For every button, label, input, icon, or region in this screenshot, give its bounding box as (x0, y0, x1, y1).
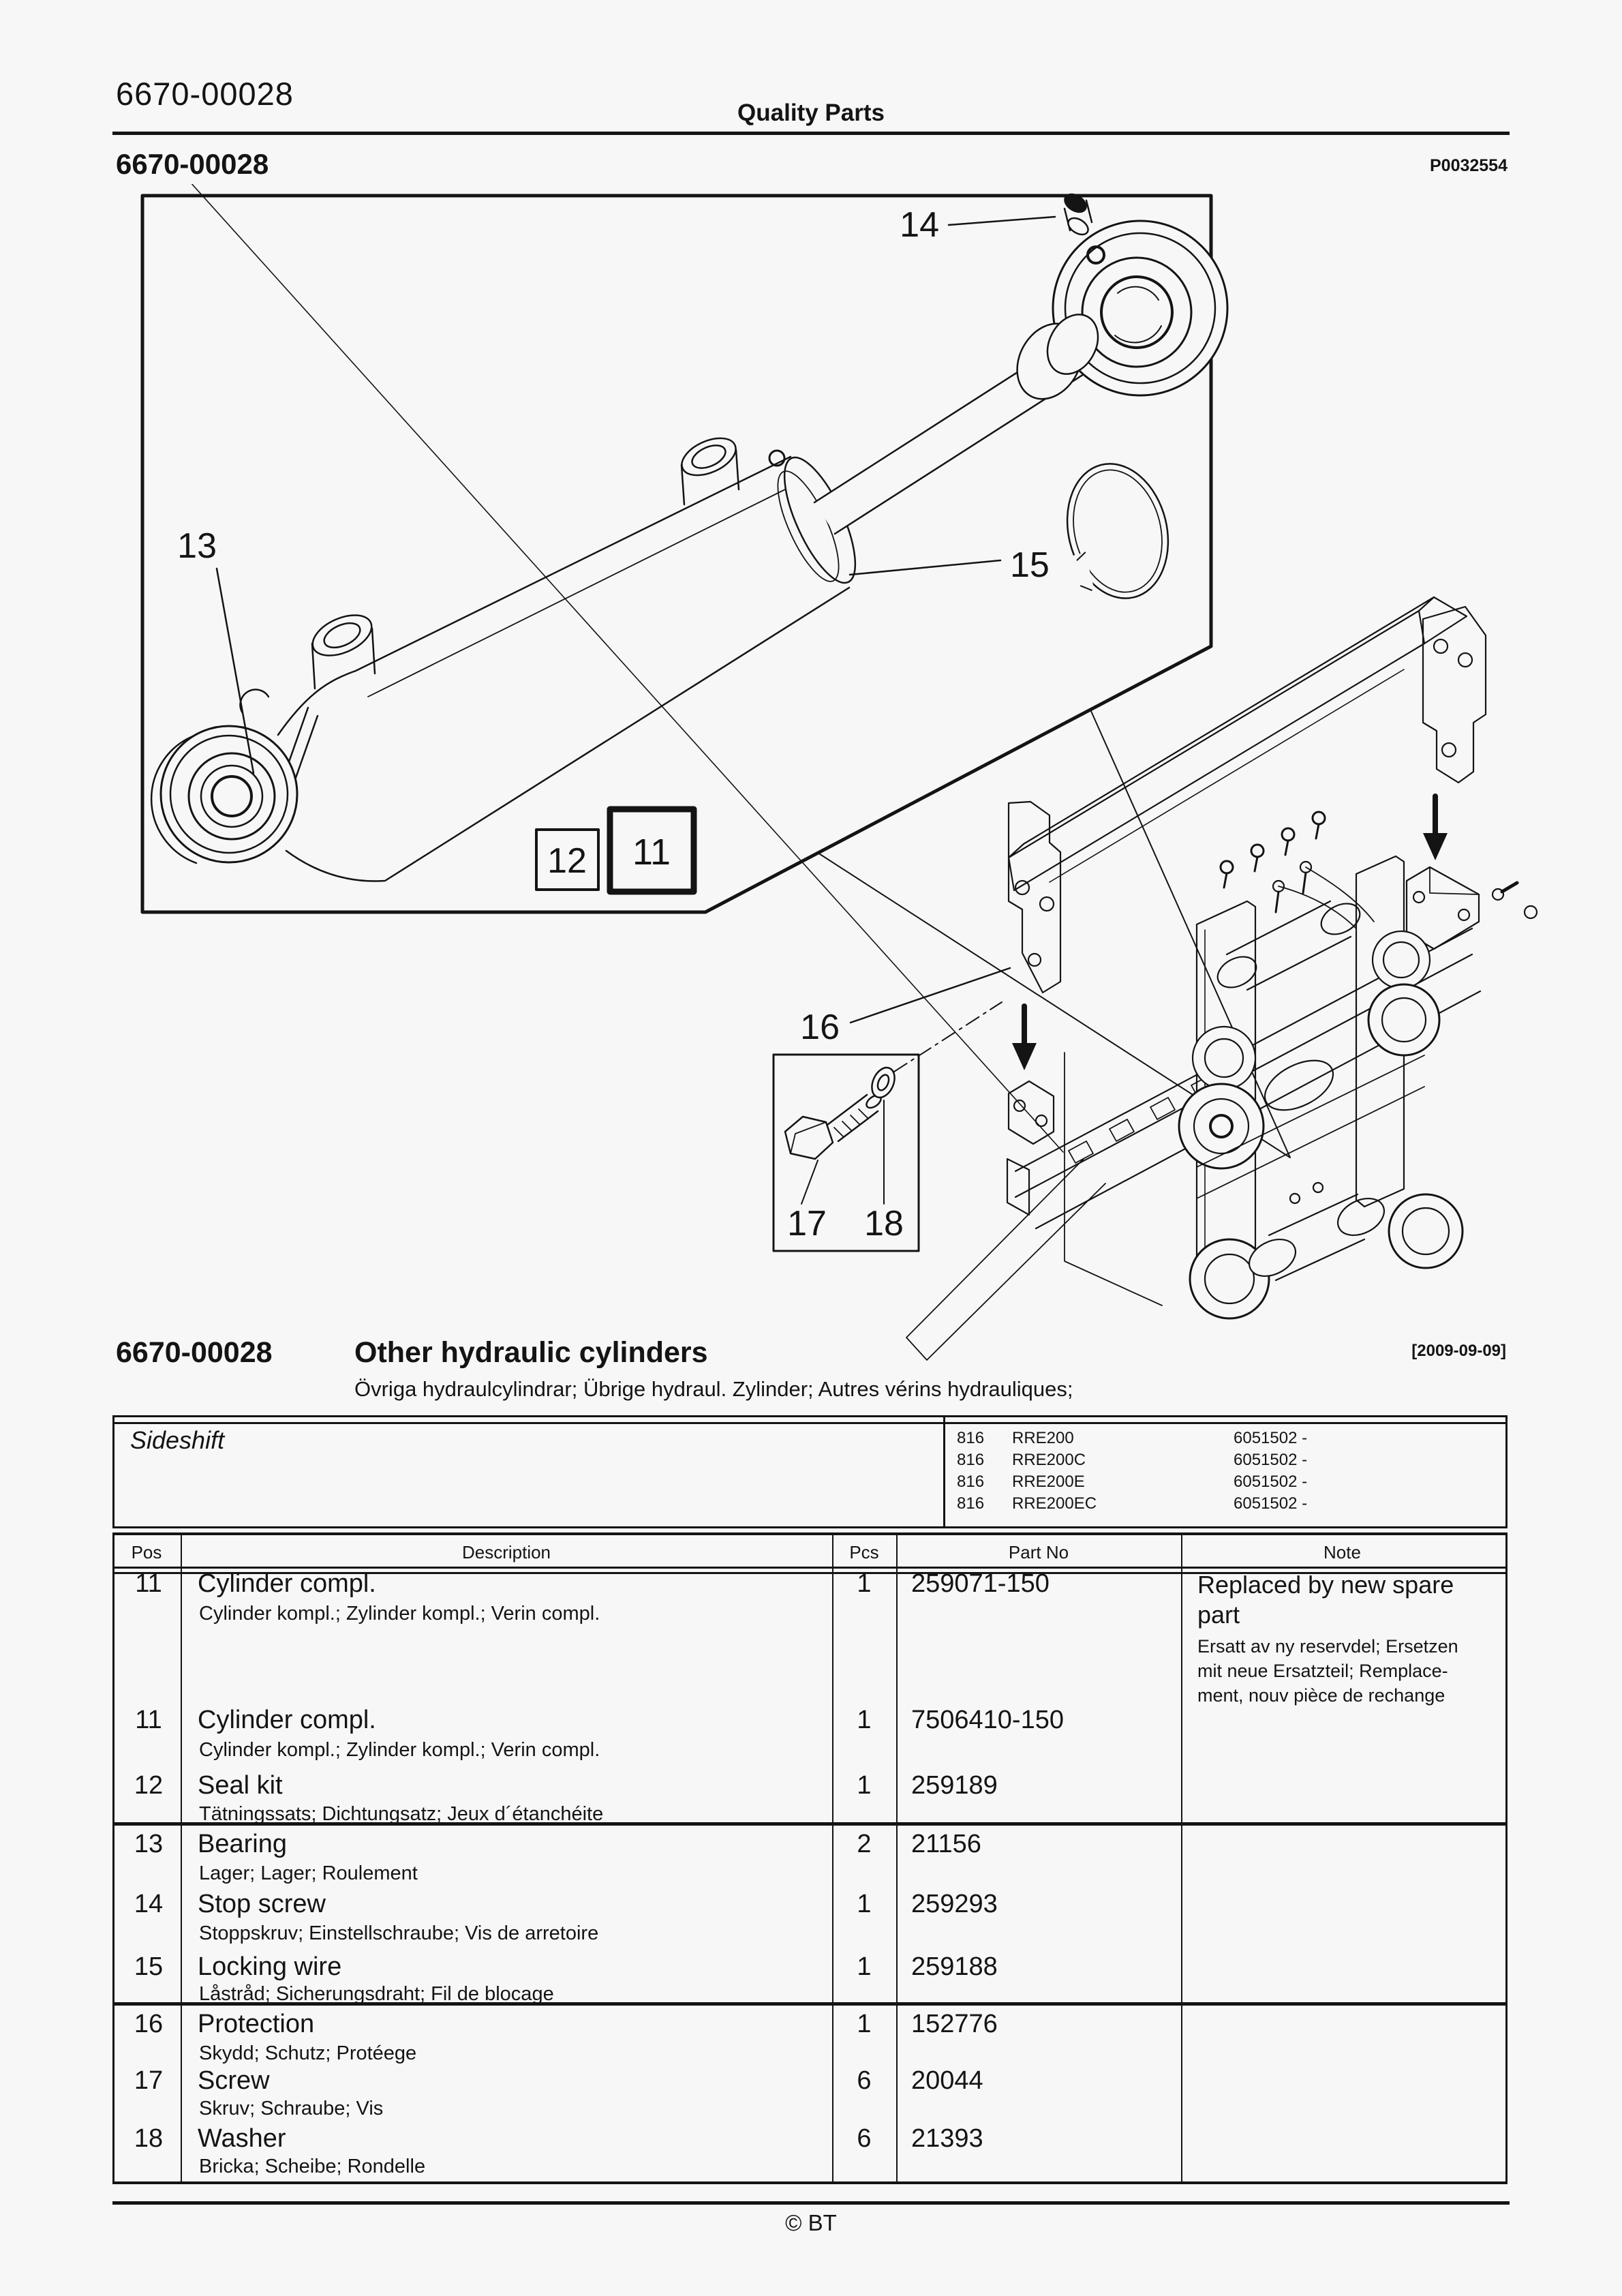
row-description: Locking wire (198, 1952, 342, 1981)
row-pcs: 1 (857, 1952, 872, 1981)
row-partno: 152776 (911, 2010, 998, 2038)
col-header-description: Description (461, 1542, 551, 1562)
row-partno: 21156 (911, 1830, 981, 1858)
row-description: Cylinder compl. (198, 1706, 376, 1734)
label-15: 15 (1010, 545, 1050, 585)
row-partno: 259188 (911, 1952, 998, 1981)
label-13: 13 (177, 526, 217, 566)
model-name: RRE200EC (1012, 1494, 1097, 1513)
row-pos: 14 (134, 1890, 164, 1918)
model-serial: 6051502 - (1234, 1429, 1308, 1447)
parts-table-border (112, 1532, 1508, 2184)
row-pcs: 1 (857, 1890, 872, 1918)
col-header-pcs: Pcs (849, 1542, 879, 1562)
table-section-code: 6670-00028 (116, 1336, 273, 1369)
col-divider (896, 1532, 898, 2181)
row-note-i18n: mit neue Ersatzteil; Remplace- (1197, 1661, 1448, 1681)
detail-frame-box (142, 196, 1211, 912)
row-note-i18n: ment, nouv pièce de rechange (1197, 1685, 1445, 1706)
model-serial: 6051502 - (1234, 1472, 1308, 1491)
header-rule-1 (112, 1567, 1508, 1569)
row-description-i18n: Bricka; Scheibe; Rondelle (199, 2156, 426, 2177)
row-pcs: 1 (857, 1771, 872, 1800)
exploded-view-diagram (0, 184, 1622, 1370)
row-note: Replaced by new spare (1197, 1571, 1454, 1599)
model-box-divider (943, 1415, 945, 1528)
row-pcs: 6 (857, 2124, 872, 2153)
label-17: 17 (787, 1204, 827, 1243)
centerline (894, 1002, 1002, 1072)
model-name: RRE200E (1012, 1472, 1085, 1491)
label-18: 18 (864, 1204, 904, 1243)
model-series: 816 (957, 1451, 985, 1469)
row-pos: 15 (134, 1952, 164, 1981)
row-pos: 11 (135, 1706, 162, 1734)
row-description-i18n: Tätningssats; Dichtungsatz; Jeux d´étanchéite (199, 1803, 604, 1825)
row-description-i18n: Skruv; Schraube; Vis (199, 2098, 384, 2119)
col-header-partno: Part No (1008, 1542, 1069, 1562)
revision-date: [2009-09-09] (1411, 1342, 1506, 1360)
row-pcs: 1 (857, 1569, 872, 1598)
row-partno: 20044 (911, 2066, 983, 2095)
row-partno: 259071-150 (911, 1569, 1050, 1598)
model-name: RRE200 (1012, 1429, 1074, 1447)
row-pcs: 1 (857, 2010, 872, 2038)
row-partno: 259293 (911, 1890, 998, 1918)
copyright: © BT (785, 2210, 837, 2235)
col-header-note: Note (1323, 1542, 1361, 1562)
model-group-name: Sideshift (130, 1426, 225, 1454)
row-description-i18n: Cylinder kompl.; Zylinder kompl.; Verin compl. (199, 1739, 600, 1761)
model-series: 816 (957, 1472, 985, 1491)
row-pos: 17 (134, 2066, 164, 2095)
label-12: 12 (547, 841, 587, 881)
page-number-code: 6670-00028 (116, 76, 294, 112)
locking-wire-ring (1041, 453, 1182, 612)
row-partno: 7506410-150 (911, 1706, 1064, 1734)
hydraulic-cylinder-drawing (151, 191, 1227, 881)
footer-rule (112, 2201, 1510, 2205)
model-name: RRE200C (1012, 1451, 1086, 1469)
row-pos: 11 (135, 1569, 162, 1598)
image-reference: P0032554 (1429, 156, 1508, 175)
row-pos: 18 (134, 2124, 164, 2153)
section-code: 6670-00028 (116, 148, 269, 180)
row-description-i18n: Cylinder kompl.; Zylinder kompl.; Verin compl. (199, 1603, 600, 1625)
row-description-i18n: Lager; Lager; Roulement (199, 1862, 418, 1884)
model-serial: 6051502 - (1234, 1494, 1308, 1513)
row-note: part (1197, 1601, 1240, 1629)
boxed-labels (536, 809, 694, 892)
label-11: 11 (632, 832, 671, 873)
row-description-i18n: Stoppskruv; Einstellschraube; Vis de arretoire (199, 1922, 599, 1944)
label-14: 14 (900, 205, 939, 245)
row-description: Washer (198, 2124, 286, 2153)
model-box-inner-rule (112, 1422, 1508, 1424)
row-note-i18n: Ersatt av ny reservdel; Ersetzen (1197, 1636, 1458, 1657)
page-header-title: Quality Parts (737, 100, 885, 126)
table-section-title: Other hydraulic cylinders (354, 1336, 708, 1369)
header-rule (112, 132, 1510, 135)
row-description: Seal kit (198, 1771, 283, 1800)
row-partno: 21393 (911, 2124, 983, 2153)
row-pcs: 6 (857, 2066, 872, 2095)
label-16: 16 (800, 1008, 840, 1047)
table-section-subtitle: Övriga hydraulcylindrar; Übrige hydraul. Zylinder; Autres vérins hydrauliques; (354, 1377, 1073, 1401)
row-description: Screw (198, 2066, 270, 2095)
model-series: 816 (957, 1494, 985, 1513)
row-partno: 259189 (911, 1771, 998, 1800)
row-pcs: 2 (857, 1830, 872, 1858)
col-divider (1181, 1532, 1182, 2181)
row-description-i18n: Skydd; Schutz; Protéege (199, 2042, 417, 2064)
row-pos: 12 (134, 1771, 164, 1800)
model-series: 816 (957, 1429, 985, 1447)
row-description: Bearing (198, 1830, 287, 1858)
row-description-i18n: Låstråd; Sicherungsdraht; Fil de blocage (199, 1983, 554, 2005)
col-divider (181, 1532, 182, 2181)
model-serial: 6051502 - (1234, 1451, 1308, 1469)
row-pcs: 1 (857, 1706, 872, 1734)
row-pos: 13 (134, 1830, 164, 1858)
row-description: Protection (198, 2010, 315, 2038)
row-description: Cylinder compl. (198, 1569, 376, 1598)
row-pos: 16 (134, 2010, 164, 2038)
col-header-pos: Pos (131, 1542, 162, 1562)
row-description: Stop screw (198, 1890, 326, 1918)
